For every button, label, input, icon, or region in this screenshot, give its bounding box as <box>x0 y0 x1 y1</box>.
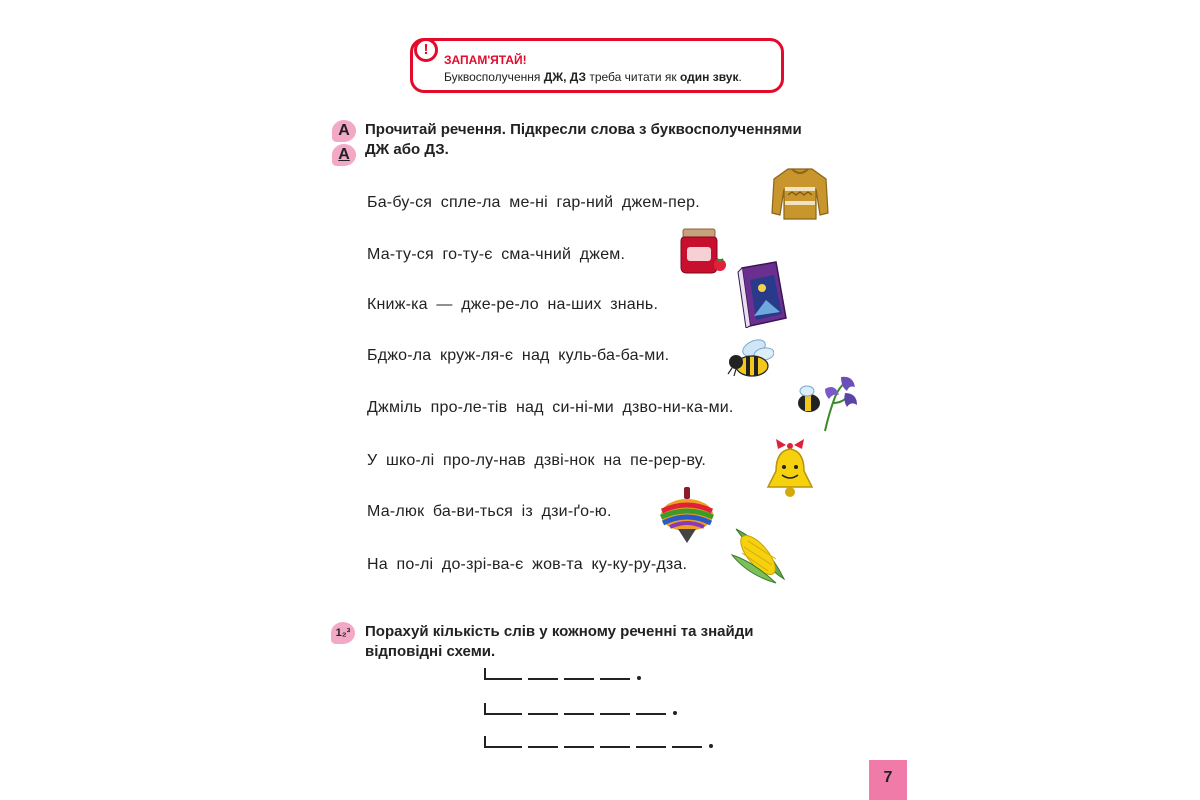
task2-instruction: Порахуй кількість слів у кожному реченні та знайди відповідні схеми. <box>365 623 754 660</box>
jam-jar-icon <box>675 225 727 275</box>
task1-instruction: Прочитай речення. Підкресли слова з буквосполученнями ДЖ або ДЗ. <box>365 121 802 158</box>
sentence-6: У шко-лі про-лу-нав дзві-нок на пе-рер-ву. <box>367 452 707 469</box>
remember-title: ЗАПАМ'ЯТАЙ! <box>444 53 527 67</box>
sentence-5: Джміль про-ле-тів над си-ні-ми дзво-ни-ка-ми. <box>367 399 734 416</box>
page-number: 7 <box>869 760 907 800</box>
exclamation-icon: ! <box>414 38 438 62</box>
bumblebee-bluebell-icon <box>795 373 859 433</box>
sentence-3: Книж-ка — дже-ре-ло на-ших знань. <box>367 296 659 313</box>
counting-badge-icon: 1₂³ <box>331 622 355 644</box>
spinning-top-icon <box>660 485 716 545</box>
sentence-1: Ба-бу-ся спле-ла ме-ні гар-ний джем-пер. <box>367 194 700 211</box>
sentence-4: Бджо-ла круж-ля-є над куль-ба-ба-ми. <box>367 347 670 364</box>
remember-text: Буквосполучення ДЖ, ДЗ треба читати як один звук. <box>444 70 742 84</box>
sentence-scheme-4-words <box>484 668 644 682</box>
sentence-2: Ма-ту-ся го-ту-є сма-чний джем. <box>367 246 626 263</box>
reading-underline-badge-icon: А <box>332 144 356 166</box>
sentence-7: Ма-люк ба-ви-ться із дзи-ґо-ю. <box>367 503 612 520</box>
sentence-scheme-5-words <box>484 703 684 717</box>
sentence-8: На по-лі до-зрі-ва-є жов-та ку-ку-ру-дза. <box>367 556 688 573</box>
book-icon <box>736 260 790 328</box>
sentence-scheme-6-words <box>484 736 720 750</box>
bell-icon <box>764 437 820 501</box>
reading-badge-icon: А <box>332 120 356 142</box>
bee-icon <box>724 338 774 382</box>
sweater-icon <box>770 165 830 223</box>
corn-icon <box>728 525 788 585</box>
